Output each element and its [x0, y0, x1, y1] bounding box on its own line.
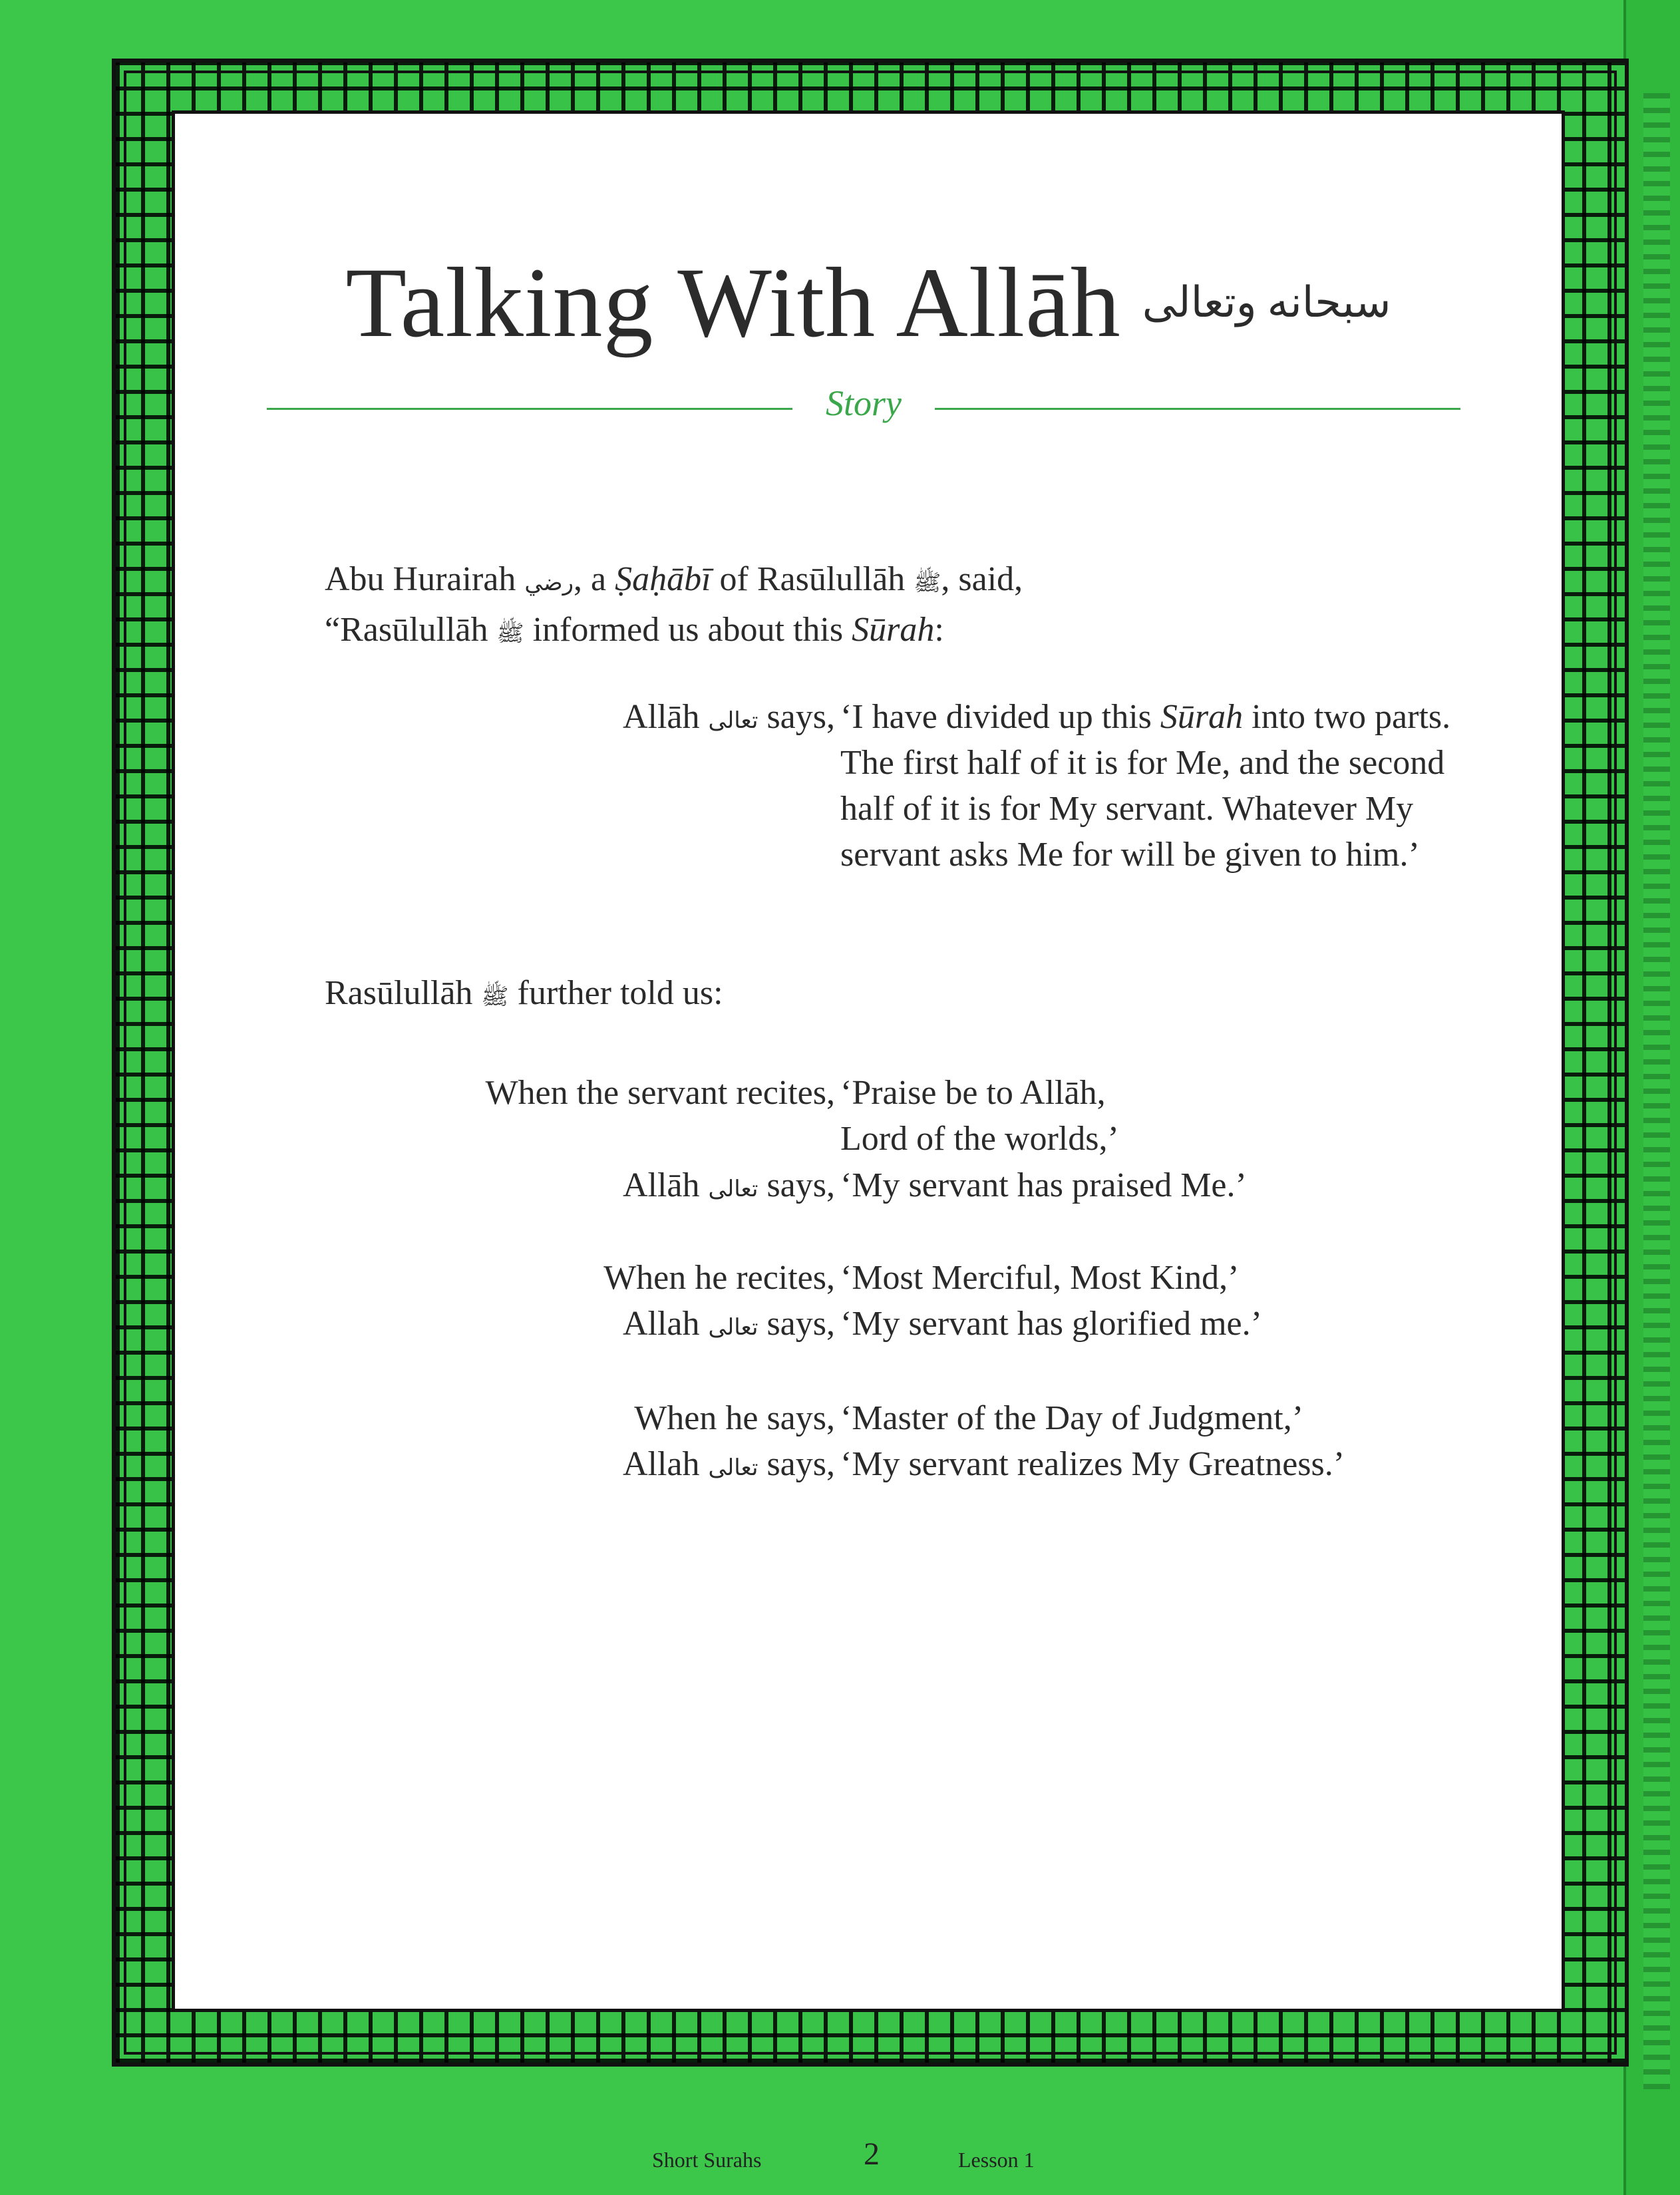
page-title: Talking With Allāh: [345, 248, 1121, 358]
quote-1-speaker: [623, 694, 835, 744]
further-text: Rasūlullāh: [325, 974, 482, 1012]
dialogue-left: [623, 1301, 835, 1351]
intro-text: of Rasūlullāh: [711, 560, 914, 598]
dialogue-right: ‘My servant realizes My Greatness.’: [840, 1445, 1345, 1483]
dialogue-left: When the servant recites,: [485, 1074, 835, 1112]
intro-text: informed us about this: [524, 611, 852, 649]
quote-text: ‘I have divided up this: [840, 698, 1160, 736]
dialogue-left: [623, 1441, 835, 1491]
quote-1-text: [840, 694, 1452, 878]
speaker-text: Allah: [622, 1445, 709, 1483]
speaker-text: Allāh: [622, 698, 709, 736]
honorific-mark: رضي: [524, 571, 574, 595]
speaker-text: says,: [758, 1305, 835, 1343]
speaker-text: says,: [758, 1445, 835, 1483]
dialogue-right: ‘My servant has praised Me.’: [840, 1166, 1247, 1204]
honorific-mark: تعالى: [708, 709, 758, 733]
dialogue-right: ‘Praise be to Allāh,: [840, 1074, 1106, 1112]
italic-term: Sūrah: [1160, 698, 1244, 736]
speaker-text: Allah: [622, 1305, 709, 1343]
intro-text: “Rasūlullāh: [325, 611, 497, 649]
footer-page-number: 2: [864, 2136, 880, 2172]
dialogue-right: Lord of the worlds,’: [840, 1120, 1119, 1158]
dialogue-right: ‘My servant has glorified me.’: [840, 1305, 1262, 1343]
speaker-text: Allāh: [622, 1166, 709, 1204]
speaker-text: says,: [758, 698, 835, 736]
intro-line-2: [325, 607, 1023, 657]
italic-term: Sūrah: [852, 611, 935, 649]
further-line: [325, 973, 723, 1015]
title-row: [175, 246, 1562, 360]
footer-lesson: Lesson 1: [958, 2148, 1035, 2172]
subtitle-rule-left: [267, 408, 792, 410]
honorific-mark: ﷺ: [914, 571, 941, 595]
honorific-mark: تعالى: [708, 1456, 758, 1480]
title-honorific: سبحانه وتعالى: [1142, 279, 1391, 326]
intro-text: Abu Hurairah: [325, 560, 525, 598]
honorific-mark: ﷺ: [496, 621, 524, 646]
intro-text: , said,: [941, 560, 1023, 598]
page-edge-pattern: [1643, 93, 1670, 2089]
footer-book-title: Short Surahs: [652, 2148, 762, 2172]
dialogue-right: ‘Most Merciful, Most Kind,’: [840, 1259, 1240, 1297]
intro-text: :: [934, 611, 944, 649]
italic-term: Ṣaḥābī: [615, 560, 711, 598]
dialogue-left: When he recites,: [603, 1259, 835, 1297]
honorific-mark: ﷺ: [481, 985, 509, 1009]
further-text: further told us:: [508, 974, 723, 1012]
honorific-mark: تعالى: [708, 1315, 758, 1340]
speaker-text: says,: [758, 1166, 835, 1204]
section-subtitle: Story: [826, 383, 902, 423]
dialogue-right: ‘Master of the Day of Judgment,’: [840, 1399, 1304, 1437]
intro-line-1: [325, 556, 1023, 607]
dialogue-left: When he says,: [634, 1399, 835, 1437]
intro-paragraph: [325, 556, 1023, 657]
quote-text: into two parts. The first half of it is for Me, and the second half of it is for My servant. Whatever My servant asks Me for will be given to him.’: [840, 698, 1451, 874]
page-content: [172, 110, 1565, 2012]
subtitle-rule-right: [935, 408, 1460, 410]
dialogue-left: [623, 1162, 835, 1212]
honorific-mark: تعالى: [708, 1177, 758, 1202]
intro-text: , a: [574, 560, 615, 598]
